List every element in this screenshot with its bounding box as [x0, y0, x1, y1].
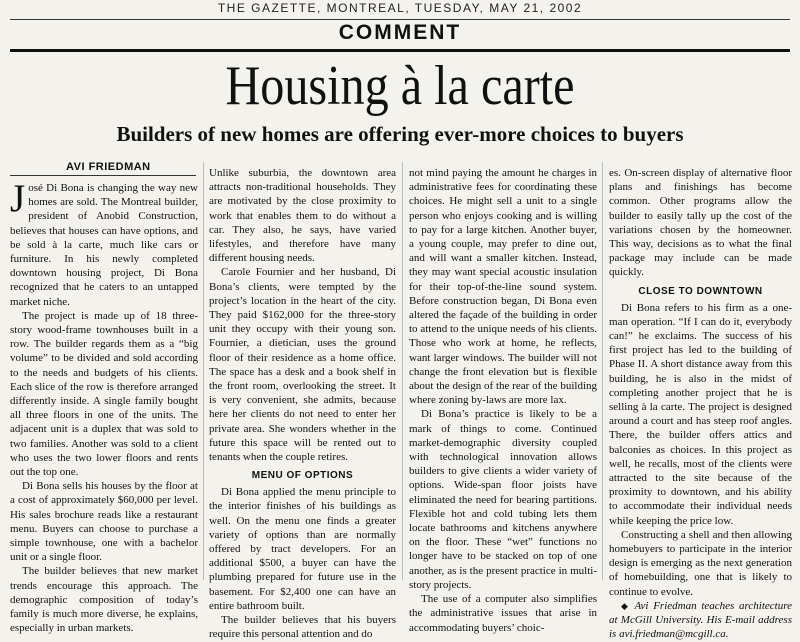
paragraph: Di Bona’s practice is likely to be a mark of things to come. Continued market-demographic diversity coupled with technological innovation allows builders to give clients a wider variety of options. Wide-span floor joists have eliminated the need for bearing partitions. Flexible hot and cold tubing lets them locate bathrooms and kitchens anywhere on the floor. These “wet” functions no longer have to be stacked on top of one another, as is the present practice in multi-story projects. [409, 408, 597, 591]
masthead: THE GAZETTE, MONTREAL, TUESDAY, MAY 21, 2002 [217, 1, 583, 15]
paragraph: The builder believes that new market trends encourage this approach. The demographic composition of today’s family is much more diverse, he explains, especially in urban markets. [10, 565, 198, 635]
paragraph: The use of a computer also simplifies the administrative issues that arise in accommodating buyers’ choic- [409, 593, 597, 634]
column-3 [409, 166, 597, 634]
subhead-close-to-downtown: CLOSE TO DOWNTOWN [638, 285, 763, 297]
diamond-icon: ◆ [621, 600, 630, 611]
paragraph: Carole Fournier and her husband, Di Bona’s clients, were tempted by the project’s location in the heart of the city. They paid $162,000 for the three-story unit they occupy with their young son. Fournier, a dietician, uses the ground floor of their residence as a home office. The space has a desk and a book shelf in the front room, overlooking the street. It is very convenient, she admits, because here her clients do not need to enter her private area. She wonders whether in the future this space will be rented out to tenants when the couple retires. [209, 266, 396, 464]
paragraph: Di Bona refers to his firm as a one-man operation. “If I can do it, everybody can!” he exclaims. The success of his first project has led to the building of Phase II. A short distance away from this building, he is also in the midst of completing another project that he is selling à la carte. The project is designed around a court and has steep roof angles. There, the builder offers attics and balconies as choices. In this project as well, he recalls, most of the clients were attracted to the site because of the proximity to downtown, and his ability to accommodate their individual needs while keeping the price low. [609, 301, 792, 527]
column-divider [203, 162, 204, 580]
paragraph: Di Bona sells his houses by the floor at a cost of approximately $60,000 per level. His sales brochure reads like a restaurant menu. Buyers can choose to purchase a simple townhouse, one with a bachelor unit or a single floor. [10, 480, 198, 564]
paragraph: The project is made up of 18 three-story wood-frame townhouses built in a row. The builder regards them as a “big volume” to be divided and sold according to the needs and budgets of his clients. Each slice of the row is therefore arranged differently inside. A single family bought all three floors in one of the units. The adjacent unit is a duplex that was sold to two families. Another was sold to a client who uses the two lower floors and rents out the top one. [10, 309, 198, 479]
byline: AVI FRIEDMAN [66, 161, 151, 173]
paragraph: José Di Bona is changing the way new homes are sold. The Montreal builder, president of Anobid Construction, believes that houses can have options, and be sold à la carte, much like cars or furniture. In his newly completed downtown housing project, Di Bona recognized that he caters to an untapped market niche. [10, 177, 198, 308]
column-divider [602, 162, 603, 580]
paragraph: es. On-screen display of alternative floor plans and finishings has become common. Other programs allow the builder to easily tally up the cost of the variations chosen by the homeowner. This way, decisions as to what the final package may include can be made quickly. [609, 167, 792, 279]
column-1 [10, 177, 198, 635]
drop-cap: J [10, 177, 26, 220]
paragraph: not mind paying the amount he charges in administrative fees for coordinating these choices. He might sell a unit to a single person who enjoys cooking and is willing to pay for a large kitchen. Another buyer, a young couple, may prefer to dine out, and will want a smaller kitchen. Instead, they may want special acoustic insulation for their top-of-the-line sound system. Before construction began, Di Bona even altered the façade of the building in order to attend to the unique needs of his clients. Those who work at home, he reflects, want larger windows. The builder will not change the front elevation but is flexible about the design of the rear of the building where zoning by-laws are more lax. [409, 167, 597, 407]
author-note: ◆ Avi Friedman teaches architecture at McGill University. His E-mail address is avi.friedman@mcgill.ca. [609, 599, 792, 641]
section-label: COMMENT [338, 21, 462, 44]
column-4 [609, 166, 792, 641]
headline: Housing à la carte [225, 55, 575, 117]
section-rule [10, 49, 790, 52]
paragraph: Unlike suburbia, the downtown area attracts non-traditional households. They are motivated by the close proximity to work that enables them to do without a car. They also, he says, have varied lifestyles, and therefore have many different housing needs. [209, 167, 396, 265]
paragraph: Constructing a shell and then allowing homebuyers to participate in the interior design is emerging as the next generation of homebuilding, one that is likely to continue to evolve. [609, 528, 792, 598]
byline-rule [10, 175, 196, 176]
paragraph: The builder believes that his buyers require this personal attention and do [209, 614, 396, 641]
column-2 [209, 166, 396, 641]
paragraph: Di Bona applied the menu principle to the interior finishes of his buildings as well. On the menu one finds a greater variety of options than are normally offered by tract developers. For an additional $500, a buyer can have the plumbing prepared for future use in the basement. For $2,400 one can have an entire bathroom built. [209, 486, 396, 612]
subhead-menu-of-options: MENU OF OPTIONS [251, 470, 354, 482]
deck: Builders of new homes are offering ever-more choices to buyers [116, 122, 684, 146]
column-divider [402, 162, 403, 580]
